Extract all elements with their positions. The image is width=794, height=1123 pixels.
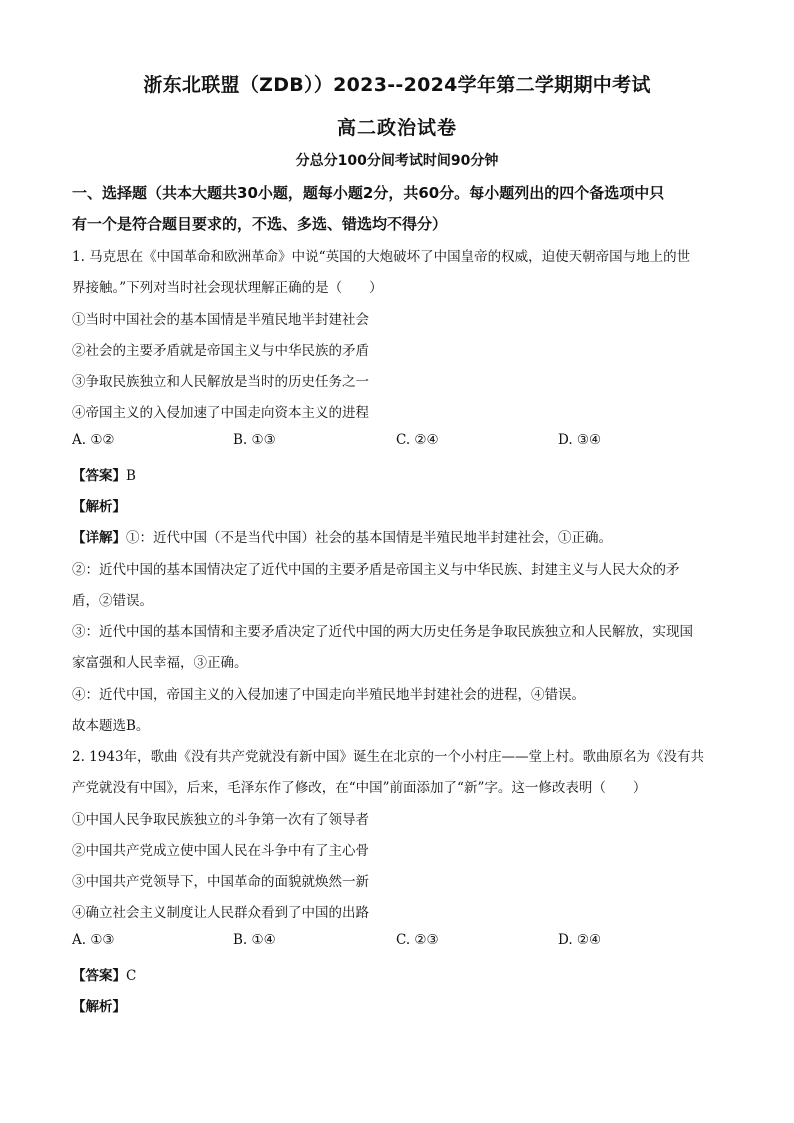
q2-item-4: ④确立社会主义制度让人民群众看到了中国的出路 [72,905,369,921]
q1-explain-5: 家富强和人民幸福，③正确。 [72,655,248,671]
q2-answer-label: 【答案】 [72,968,126,984]
q2-stem-line-1: 2. 1943年，歌曲《没有共产党就没有新中国》诞生在北京的一个小村庄——堂上村。歌曲原名为《没有共 [72,749,705,765]
q1-detail-label: 【详解】 [72,530,126,546]
exam-title: 浙东北联盟（ZDB））2023--2024学年第二学期期中考试 [143,74,651,96]
q2-analysis-label: 【解析】 [72,999,126,1015]
exam-subtitle: 高二政治试卷 [336,117,457,139]
q1-explain-6: ④：近代中国，帝国主义的入侵加速了中国走向半殖民地半封建社会的进程，④错误。 [72,687,585,703]
q1-detail-row [72,526,612,546]
q2-answer-value: C [126,968,137,984]
q1-stem-line-1: 1. 马克思在《中国革命和欧洲革命》中说“英国的大炮破坏了中国皇帝的权威，迫使天朝帝国与地上的世 [72,249,691,265]
q2-option-d: D. ②④ [558,932,602,948]
q2-option-a: A. ①③ [72,932,115,948]
q1-item-2: ②社会的主要矛盾就是帝国主义与中华民族的矛盾 [72,343,369,359]
q1-explain-2: ②：近代中国的基本国情决定了近代中国的主要矛盾是帝国主义与中华民族、封建主义与人民大众的矛 [72,562,680,578]
q1-answer-label: 【答案】 [72,468,126,484]
q1-option-d: D. ③④ [558,432,602,448]
q1-analysis-row [72,495,126,515]
q1-answer-row [72,464,136,484]
q1-item-1: ①当时中国社会的基本国情是半殖民地半封建社会 [72,312,369,328]
q1-explain-3: 盾，②错误。 [72,593,153,609]
q1-option-c: C. ②④ [396,432,439,448]
q2-option-b: B. ①④ [233,932,276,948]
q1-explain-1: ①：近代中国（不是当代中国）社会的基本国情是半殖民地半封建社会，①正确。 [126,530,612,546]
q1-item-4: ④帝国主义的入侵加速了中国走向资本主义的进程 [72,405,369,421]
q1-analysis-label: 【解析】 [72,499,126,515]
q1-explain-4: ③：近代中国的基本国情和主要矛盾决定了近代中国的两大历史任务是争取民族独立和人民解放，实现国 [72,624,693,640]
q2-answer-row [72,964,136,984]
q1-option-b: B. ①③ [233,432,276,448]
q2-item-2: ②中国共产党成立使中国人民在斗争中有了主心骨 [72,843,369,859]
exam-info: 分总分100分间考试时间90分钟 [295,153,499,169]
q1-option-a: A. ①② [72,432,115,448]
q1-explain-7: 故本题选B。 [72,718,150,734]
q1-item-3: ③争取民族独立和人民解放是当时的历史任务之一 [72,374,369,390]
q2-analysis-row [72,995,126,1015]
q1-stem-line-2: 界接触。”下列对当时社会现状理解正确的是（ ） [72,280,383,296]
q2-item-3: ③中国共产党领导下，中国革命的面貌就焕然一新 [72,874,369,890]
q1-answer-value: B [126,468,136,484]
q2-stem-line-2: 产党就没有中国》，后来，毛泽东作了修改，在“中国”前面添加了“新”字。这一修改表明（ ） [72,780,647,796]
q2-option-c: C. ②③ [396,932,439,948]
section-heading-line-1: 一、选择题（共本大题共30小题，题每小题2分，共60分。每小题列出的四个备选项中只 [72,184,665,202]
q2-item-1: ①中国人民争取民族独立的斗争第一次有了领导者 [72,812,369,828]
section-heading-line-2: 有一个是符合题目要求的，不选、多选、错选均不得分） [72,215,448,233]
